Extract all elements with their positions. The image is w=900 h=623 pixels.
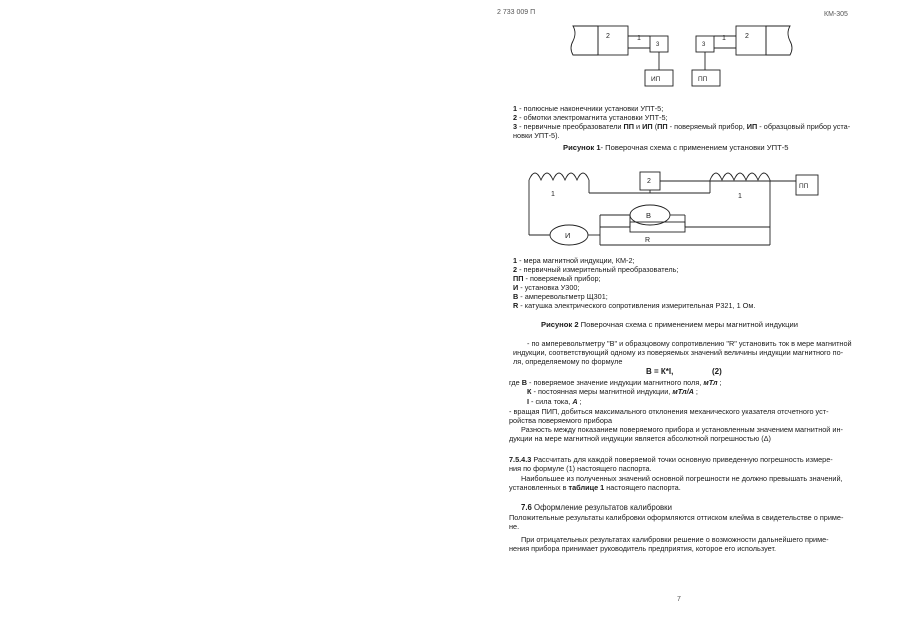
fig1-label-2a: 2 [606, 33, 610, 40]
fig1-legend-3-cont: новки УПТ-5). [513, 131, 560, 140]
fig2-label-v: В [646, 211, 652, 220]
fig2-label-r: R [645, 237, 651, 244]
formula-2: В = К*I, [646, 367, 674, 376]
body-p3-line2: установленных в таблице 1 настоящего паспорта. [509, 483, 681, 492]
section-7543-line2: ния по формуле (1) настоящего паспорта. [509, 464, 652, 473]
fig2-label-2: 2 [647, 178, 651, 185]
fig1-legend-1: 1 - полюсные наконечники установки УПТ-5; [513, 104, 664, 113]
section-7543-line1: 7.5.4.3 Рассчитать для каждой поверяемой точки основную приведенную погрешность измере- [509, 455, 833, 464]
fig2-legend-r: R - катушка электрического сопротивления измерительная Р321, 1 Ом. [513, 301, 756, 310]
fig2-label-pp: ПП [799, 183, 809, 190]
where-i: I - сила тока, А ; [527, 397, 582, 406]
fig2-legend-2: 2 - первичный измерительный преобразователь; [513, 265, 679, 274]
fig1-label-2b: 2 [745, 33, 749, 40]
formula-2-number: (2) [712, 367, 722, 376]
fig1-legend-2: 2 - обмотки электромагнита установки УПТ-5; [513, 113, 668, 122]
page-number: 7 [677, 596, 681, 603]
fig2-label-i: И [565, 231, 571, 240]
fig2-legend-pp: ПП - поверяемый прибор; [513, 274, 601, 283]
body-p5-line1: При отрицательных результатах калибровки решение о возможности дальнейшего приме- [521, 535, 829, 544]
fig1-legend-3: 3 - первичные преобразователи ПП и ИП (ПП - поверяемый прибор, ИП - образцовый прибор уста- [513, 122, 851, 131]
fig1-caption: Рисунок 1- Поверочная схема с применением установки УПТ-5 [563, 143, 789, 152]
where-k: К - постоянная меры магнитной индукции, мТл/А ; [527, 387, 698, 396]
header-right-code: КМ-305 [824, 11, 848, 18]
body-p2-line1: - вращая ПИП, добиться максимального отклонения механического указателя отсчетного уст- [509, 407, 829, 416]
body-p2-line2: ройства поверяемого прибора [509, 416, 613, 425]
body-p3-line1: Наибольшее из полученных значений основной погрешности не должно превышать значений, [521, 474, 843, 483]
fig2-legend-i: И - установка У300; [513, 283, 580, 292]
fig1-label-1b: 1 [722, 35, 726, 42]
fig1-label-ip: ИП [651, 76, 661, 83]
fig1-label-3b: 3 [702, 42, 706, 48]
fig2-legend-v: В - амперевольтметр Щ301; [513, 292, 608, 301]
fig1-label-1a: 1 [637, 35, 641, 42]
figure-2-diagram [529, 172, 818, 245]
section-76-title: 7.6 Оформление результатов калибровки [521, 503, 672, 512]
body-p2-line3: Разность между показанием поверяемого прибора и установленным значением магнитной ин- [521, 425, 843, 434]
fig2-label-1b: 1 [738, 193, 742, 200]
fig2-label-1a: 1 [551, 191, 555, 198]
header-left-code: 2 733 009 П [497, 9, 536, 16]
body-p1-line2: индукции, соответствующий одному из поверяемых значений величины индукции магнитного по- [513, 348, 844, 357]
body-p2-line4: дукции на мере магнитной индукции является абсолютной погрешностью (Δ) [509, 434, 771, 443]
fig2-legend-1: 1 - мера магнитной индукции, КМ-2; [513, 256, 635, 265]
where-b: где В - поверяемое значение индукции магнитного поля, мТл ; [509, 378, 722, 387]
body-p4-line1: Положительные результаты калибровки оформляются оттиском клейма в свидетельстве о приме- [509, 513, 844, 522]
fig1-label-3a: 3 [656, 42, 660, 48]
body-p4-line2: не. [509, 522, 520, 531]
body-p5-line2: нения прибора принимает руководитель предприятия, которое его использует. [509, 544, 777, 553]
fig2-caption: Рисунок 2 Поверочная схема с применением меры магнитной индукции [541, 320, 798, 329]
body-p1-line3: ля, определяемому по формуле [513, 357, 623, 366]
fig1-label-pp: ПП [698, 76, 708, 83]
body-p1-line1: - по амперевольтметру "В" и образцовому сопротивлению "R" установить ток в мере магнитной [527, 339, 852, 348]
